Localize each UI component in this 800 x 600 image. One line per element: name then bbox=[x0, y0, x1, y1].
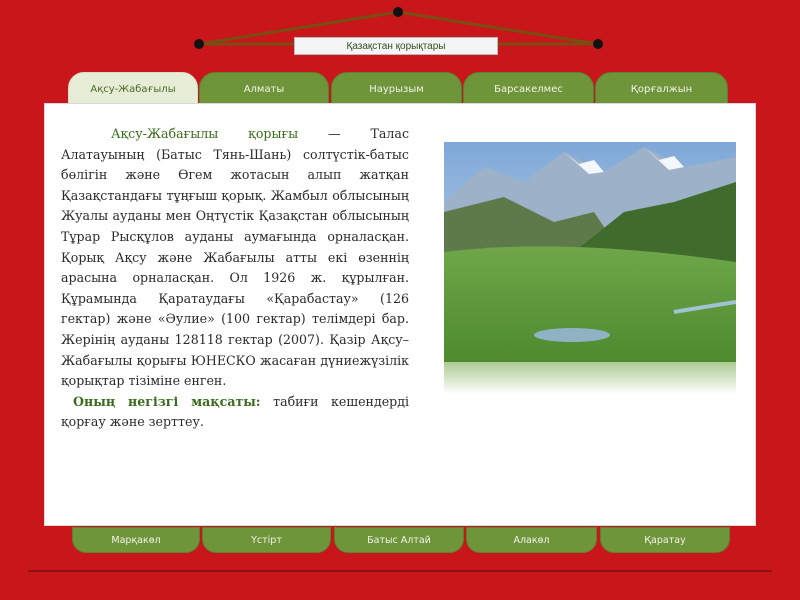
goal-text: табиғи кешендерді қорғау және зерттеу. bbox=[61, 393, 409, 430]
description-paragraph bbox=[61, 124, 409, 392]
page-title: Қазақстан қорықтары bbox=[294, 37, 498, 55]
tab-karatau[interactable]: Қаратау bbox=[600, 527, 730, 553]
tab-ustirt[interactable]: Үстірт bbox=[202, 527, 331, 553]
tab-alakol[interactable]: Алакөл bbox=[466, 527, 597, 553]
tab-naurzum[interactable]: Наурызым bbox=[331, 72, 462, 106]
reserve-photo bbox=[444, 142, 736, 394]
footer-divider bbox=[28, 570, 772, 572]
tab-almaty[interactable]: Алматы bbox=[199, 72, 329, 106]
description-body: — Талас Алатауының (Батыс Тянь-Шань) солтүстік-батыс бөлігін және Өгем жотасын алып жатқан Қазақстандағы тұңғыш қорық. Жамбыл облысының Жуалы ауданы мен Оңтүстік Қазақстан облысының Тұрар Рысқұлов ауданы аумағында орналасқан. Қорық Ақсу және Жабағылы атты екі өзеннің арасына орналасқан. Ол 1926 ж. құрылған. Құрамында Қаратаудағы «Қарабастау» (126 гектар) және «Әулие» (100 гектар) телімдері бар. Жерінің ауданы 128118 гектар (2007). Қазір Ақсу–Жабағылы қорығы ЮНЕСКО жасаған дүниежүзілік қорықтар тізіміне енген. bbox=[61, 126, 409, 389]
goal-paragraph bbox=[61, 392, 409, 433]
tab-barsakelmes[interactable]: Барсакелмес bbox=[463, 72, 594, 106]
sign-ropes bbox=[0, 0, 800, 70]
tab-korgalzhyn[interactable]: Қорғалжын bbox=[595, 72, 728, 106]
goal-label: Оның негізгі мақсаты: bbox=[73, 393, 261, 409]
tab-aksu-zhabagly[interactable]: Ақсу-Жабағылы bbox=[68, 72, 198, 106]
tab-batys-altai[interactable]: Батыс Алтай bbox=[334, 527, 464, 553]
article-text bbox=[61, 124, 409, 433]
reserve-title: Ақсу-Жабағылы қорығы bbox=[111, 126, 299, 141]
tab-markakol[interactable]: Марқакөл bbox=[72, 527, 200, 553]
